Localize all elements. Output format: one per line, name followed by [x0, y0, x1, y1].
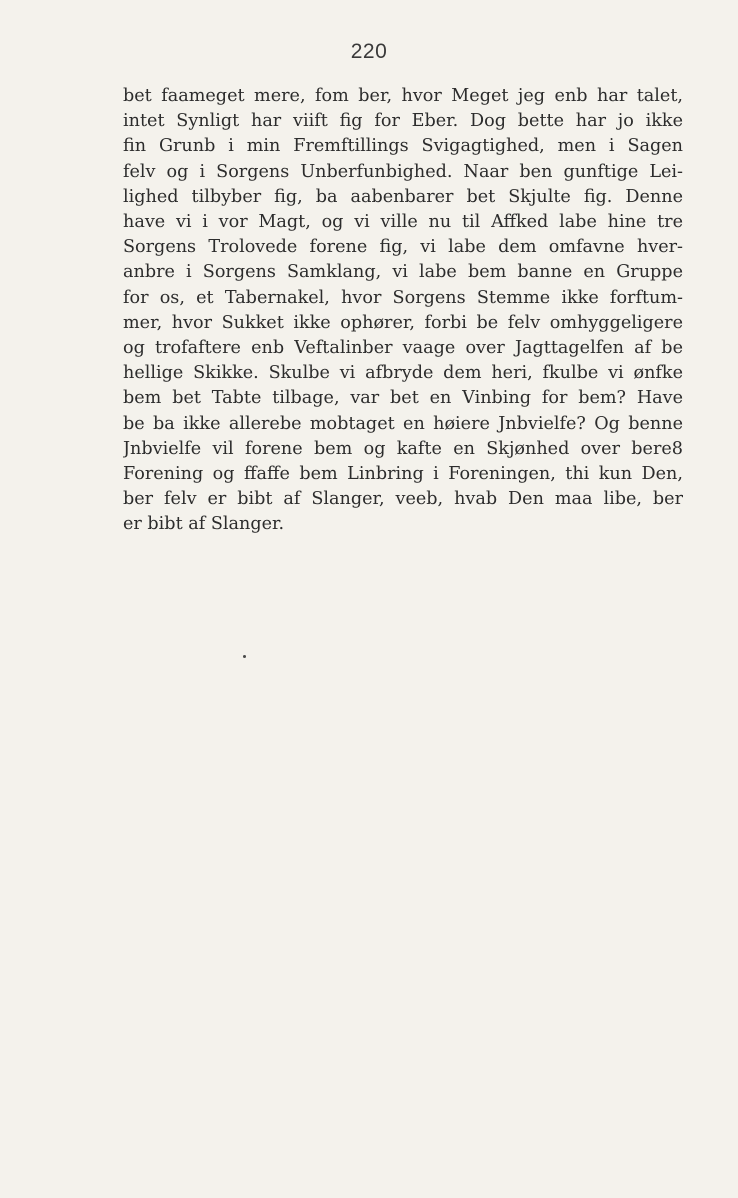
text-line-9: for os, et Tabernakel, hvor Sorgens Stemme ikke forftum- — [123, 287, 683, 308]
text-line-11: og trofaftere enb Veftalinber vaage over Jagttagelfen af be — [123, 338, 683, 359]
text-line-13: bem bet Tabte tilbage, var bet en Vinbing for bem? Have — [123, 388, 683, 409]
text-line-10: mer, hvor Sukket ikke ophører, forbi be felv omhyggeligere — [123, 312, 683, 333]
text-line-4: felv og i Sorgens Unberfunbighed. Naar ben gunftige Lei- — [123, 161, 683, 182]
text-line-5: lighed tilbyber fig, ba aabenbarer bet Skjulte fig. Denne — [123, 186, 683, 207]
text-line-16: Forening og ffaffe bem Linbring i Foreningen, thi kun Den, — [123, 464, 683, 485]
text-line-2: intet Synligt har viift fig for Eber. Dog bette har jo ikke — [123, 111, 683, 132]
text-line-12: hellige Skikke. Skulbe vi afbryde dem heri, fkulbe vi ønfke — [123, 363, 683, 384]
text-line-18: er bibt af Slanger. — [123, 514, 285, 535]
text-line-3: fin Grunb i min Fremftillings Svigagtighed, men i Sagen — [123, 136, 683, 157]
text-line-17: ber felv er bibt af Slanger, veeb, hvab Den maa libe, ber — [123, 489, 683, 510]
body-text — [123, 84, 683, 538]
text-line-15: Jnbvielfe vil forene bem og kafte en Skjønhed over bere8 — [123, 438, 683, 459]
text-line-8: anbre i Sorgens Samklang, vi labe bem banne en Gruppe — [123, 262, 683, 283]
text-line-1: bet faameget mere, fom ber, hvor Meget jeg enb har talet, — [123, 86, 683, 106]
paper-speck — [243, 655, 246, 658]
text-line-6: have vi i vor Magt, og vi ville nu til Affked labe hine tre — [123, 212, 683, 233]
page-number: 220 — [350, 40, 388, 63]
text-line-14: be ba ikke allerebe mobtaget en høiere Jnbvielfe? Og benne — [123, 413, 683, 434]
text-line-7: Sorgens Trolovede forene fig, vi labe dem omfavne hver- — [123, 237, 683, 258]
